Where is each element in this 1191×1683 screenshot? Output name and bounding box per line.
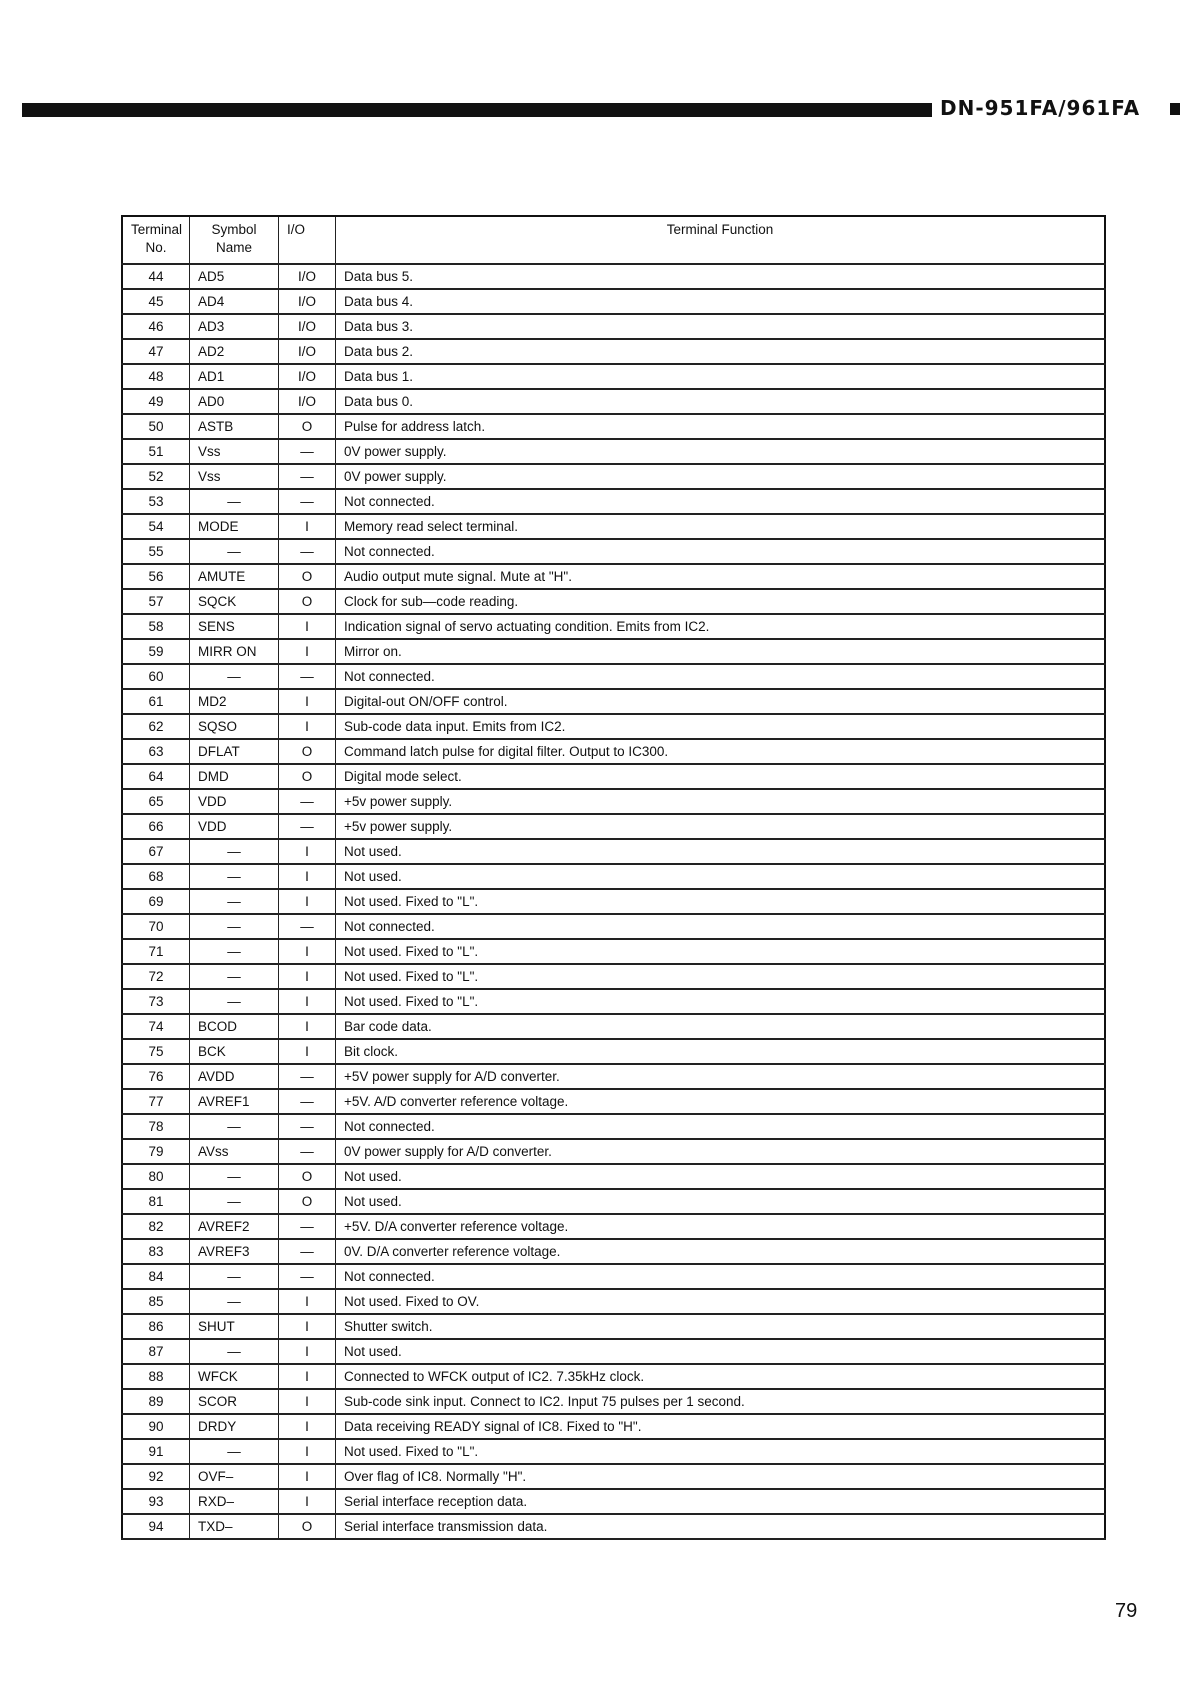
io-cell: — xyxy=(279,914,336,939)
io-cell: I xyxy=(279,864,336,889)
symbol-name-cell: BCK xyxy=(190,1039,279,1064)
table-row xyxy=(122,564,1105,589)
terminal-no-cell: 44 xyxy=(122,264,190,289)
table-row xyxy=(122,1214,1105,1239)
symbol-name-cell: AVREF3 xyxy=(190,1239,279,1264)
table-row xyxy=(122,1489,1105,1514)
terminal-no-cell: 83 xyxy=(122,1239,190,1264)
terminal-no-cell: 65 xyxy=(122,789,190,814)
io-cell: — xyxy=(279,1089,336,1114)
symbol-name-cell: — xyxy=(190,664,279,689)
io-cell: O xyxy=(279,764,336,789)
io-cell: O xyxy=(279,589,336,614)
io-cell: — xyxy=(279,789,336,814)
io-cell: O xyxy=(279,1164,336,1189)
terminal-function-cell: Data bus 5. xyxy=(336,264,1106,289)
terminal-function-cell: +5v power supply. xyxy=(336,789,1106,814)
io-cell: — xyxy=(279,1264,336,1289)
terminal-no-cell: 47 xyxy=(122,339,190,364)
symbol-name-cell: BCOD xyxy=(190,1014,279,1039)
table-row xyxy=(122,1039,1105,1064)
symbol-name-cell: — xyxy=(190,1114,279,1139)
terminal-no-cell: 60 xyxy=(122,664,190,689)
terminal-no-cell: 61 xyxy=(122,689,190,714)
symbol-name-cell: TXD– xyxy=(190,1514,279,1539)
io-cell: O xyxy=(279,739,336,764)
page-number: 79 xyxy=(1115,1600,1138,1622)
terminal-no-cell: 59 xyxy=(122,639,190,664)
symbol-name-cell: ASTB xyxy=(190,414,279,439)
symbol-name-cell: AD3 xyxy=(190,314,279,339)
table-row xyxy=(122,1089,1105,1114)
io-cell: I/O xyxy=(279,264,336,289)
table-row xyxy=(122,264,1105,289)
table-row xyxy=(122,1514,1105,1539)
table-row xyxy=(122,614,1105,639)
terminal-function-cell: Connected to WFCK output of IC2. 7.35kHz clock. xyxy=(336,1364,1106,1389)
io-cell: I xyxy=(279,939,336,964)
symbol-name-cell: DMD xyxy=(190,764,279,789)
terminal-no-cell: 46 xyxy=(122,314,190,339)
header-symbol-line2: Name xyxy=(215,240,252,255)
terminal-function-cell: Data bus 0. xyxy=(336,389,1106,414)
table-row xyxy=(122,1264,1105,1289)
table-row xyxy=(122,539,1105,564)
terminal-no-cell: 87 xyxy=(122,1339,190,1364)
io-cell: I xyxy=(279,689,336,714)
table-row xyxy=(122,589,1105,614)
terminal-no-cell: 52 xyxy=(122,464,190,489)
terminal-function-cell: Over flag of IC8. Normally "H". xyxy=(336,1464,1106,1489)
terminal-function-cell: Not used. Fixed to "L". xyxy=(336,989,1106,1014)
symbol-name-cell: — xyxy=(190,889,279,914)
io-cell: I xyxy=(279,839,336,864)
terminal-function-cell: Not connected. xyxy=(336,1114,1106,1139)
terminal-no-cell: 74 xyxy=(122,1014,190,1039)
table-row xyxy=(122,1414,1105,1439)
table-header-row xyxy=(122,216,1105,264)
terminal-no-cell: 77 xyxy=(122,1089,190,1114)
terminal-function-cell: Not used. Fixed to OV. xyxy=(336,1289,1106,1314)
terminal-function-cell: Audio output mute signal. Mute at "H". xyxy=(336,564,1106,589)
symbol-name-cell: AVDD xyxy=(190,1064,279,1089)
symbol-name-cell: AD4 xyxy=(190,289,279,314)
terminal-no-cell: 64 xyxy=(122,764,190,789)
symbol-name-cell: AMUTE xyxy=(190,564,279,589)
terminal-no-cell: 81 xyxy=(122,1189,190,1214)
terminal-no-cell: 67 xyxy=(122,839,190,864)
io-cell: I/O xyxy=(279,389,336,414)
table-row xyxy=(122,664,1105,689)
terminal-function-table xyxy=(121,215,1106,1540)
symbol-name-cell: Vss xyxy=(190,439,279,464)
io-cell: I xyxy=(279,964,336,989)
table-row xyxy=(122,1364,1105,1389)
io-cell: I xyxy=(279,639,336,664)
symbol-name-cell: AVREF1 xyxy=(190,1089,279,1114)
terminal-function-cell: Not used. xyxy=(336,1339,1106,1364)
terminal-no-cell: 76 xyxy=(122,1064,190,1089)
table-row xyxy=(122,939,1105,964)
terminal-function-cell: +5v power supply. xyxy=(336,814,1106,839)
table-row xyxy=(122,814,1105,839)
io-cell: I xyxy=(279,1364,336,1389)
terminal-function-cell: 0V power supply. xyxy=(336,464,1106,489)
symbol-name-cell: AVREF2 xyxy=(190,1214,279,1239)
header-rule xyxy=(22,103,932,117)
terminal-no-cell: 71 xyxy=(122,939,190,964)
symbol-name-cell: DFLAT xyxy=(190,739,279,764)
terminal-no-cell: 89 xyxy=(122,1389,190,1414)
io-cell: O xyxy=(279,1189,336,1214)
table-row xyxy=(122,689,1105,714)
terminal-no-cell: 79 xyxy=(122,1139,190,1164)
terminal-function-cell: Shutter switch. xyxy=(336,1314,1106,1339)
symbol-name-cell: — xyxy=(190,1339,279,1364)
symbol-name-cell: — xyxy=(190,864,279,889)
terminal-function-cell: Not used. xyxy=(336,839,1106,864)
symbol-name-cell: SENS xyxy=(190,614,279,639)
io-cell: I xyxy=(279,989,336,1014)
table-row xyxy=(122,739,1105,764)
terminal-no-cell: 66 xyxy=(122,814,190,839)
table-row xyxy=(122,1389,1105,1414)
io-cell: I xyxy=(279,1289,336,1314)
model-title: DN-951FA/961FA xyxy=(940,96,1141,120)
symbol-name-cell: DRDY xyxy=(190,1414,279,1439)
header-io: I/O xyxy=(279,216,336,264)
terminal-no-cell: 70 xyxy=(122,914,190,939)
terminal-function-cell: Bit clock. xyxy=(336,1039,1106,1064)
symbol-name-cell: AD5 xyxy=(190,264,279,289)
terminal-function-cell: Indication signal of servo actuating condition. Emits from IC2. xyxy=(336,614,1106,639)
io-cell: I xyxy=(279,1439,336,1464)
terminal-function-cell: Not used. Fixed to "L". xyxy=(336,1439,1106,1464)
symbol-name-cell: — xyxy=(190,914,279,939)
table-row xyxy=(122,1314,1105,1339)
symbol-name-cell: WFCK xyxy=(190,1364,279,1389)
table-row xyxy=(122,1239,1105,1264)
io-cell: — xyxy=(279,1239,336,1264)
symbol-name-cell: AD0 xyxy=(190,389,279,414)
io-cell: I/O xyxy=(279,314,336,339)
terminal-function-cell: 0V power supply. xyxy=(336,439,1106,464)
io-cell: I xyxy=(279,1039,336,1064)
table-row xyxy=(122,839,1105,864)
io-cell: I/O xyxy=(279,339,336,364)
terminal-function-cell: Serial interface transmission data. xyxy=(336,1514,1106,1539)
io-cell: I xyxy=(279,1339,336,1364)
symbol-name-cell: — xyxy=(190,964,279,989)
terminal-function-cell: Not used. xyxy=(336,1164,1106,1189)
io-cell: — xyxy=(279,464,336,489)
io-cell: I xyxy=(279,1464,336,1489)
terminal-function-cell: Command latch pulse for digital filter. Output to IC300. xyxy=(336,739,1106,764)
symbol-name-cell: — xyxy=(190,489,279,514)
symbol-name-cell: — xyxy=(190,939,279,964)
symbol-name-cell: — xyxy=(190,989,279,1014)
table-row xyxy=(122,789,1105,814)
header-square-marker xyxy=(1170,103,1180,115)
table-row xyxy=(122,1189,1105,1214)
terminal-no-cell: 82 xyxy=(122,1214,190,1239)
symbol-name-cell: RXD– xyxy=(190,1489,279,1514)
terminal-no-cell: 45 xyxy=(122,289,190,314)
io-cell: — xyxy=(279,664,336,689)
terminal-no-cell: 49 xyxy=(122,389,190,414)
terminal-function-cell: Data bus 4. xyxy=(336,289,1106,314)
io-cell: I/O xyxy=(279,289,336,314)
terminal-no-cell: 80 xyxy=(122,1164,190,1189)
terminal-no-cell: 51 xyxy=(122,439,190,464)
symbol-name-cell: — xyxy=(190,1164,279,1189)
terminal-no-cell: 57 xyxy=(122,589,190,614)
io-cell: — xyxy=(279,539,336,564)
terminal-no-cell: 78 xyxy=(122,1114,190,1139)
table-row xyxy=(122,989,1105,1014)
terminal-no-cell: 48 xyxy=(122,364,190,389)
terminal-no-cell: 91 xyxy=(122,1439,190,1464)
terminal-function-cell: Not used. xyxy=(336,864,1106,889)
header-terminal-line1: Terminal xyxy=(131,222,183,237)
table-row xyxy=(122,314,1105,339)
table-row xyxy=(122,1339,1105,1364)
table-row xyxy=(122,1289,1105,1314)
io-cell: I xyxy=(279,1414,336,1439)
table-row xyxy=(122,1014,1105,1039)
terminal-function-cell: Data bus 3. xyxy=(336,314,1106,339)
terminal-no-cell: 68 xyxy=(122,864,190,889)
terminal-function-cell: Digital mode select. xyxy=(336,764,1106,789)
terminal-no-cell: 63 xyxy=(122,739,190,764)
io-cell: I xyxy=(279,889,336,914)
io-cell: I xyxy=(279,1314,336,1339)
io-cell: O xyxy=(279,1514,336,1539)
symbol-name-cell: — xyxy=(190,1439,279,1464)
symbol-name-cell: — xyxy=(190,539,279,564)
header-terminal-no xyxy=(122,216,190,264)
terminal-no-cell: 84 xyxy=(122,1264,190,1289)
terminal-no-cell: 93 xyxy=(122,1489,190,1514)
terminal-no-cell: 53 xyxy=(122,489,190,514)
table-row xyxy=(122,389,1105,414)
table-row xyxy=(122,639,1105,664)
terminal-function-cell: Not connected. xyxy=(336,1264,1106,1289)
symbol-name-cell: AD2 xyxy=(190,339,279,364)
io-cell: — xyxy=(279,439,336,464)
terminal-no-cell: 58 xyxy=(122,614,190,639)
symbol-name-cell: VDD xyxy=(190,789,279,814)
terminal-no-cell: 75 xyxy=(122,1039,190,1064)
table-row xyxy=(122,1164,1105,1189)
terminal-no-cell: 90 xyxy=(122,1414,190,1439)
symbol-name-cell: — xyxy=(190,1264,279,1289)
symbol-name-cell: SHUT xyxy=(190,1314,279,1339)
io-cell: — xyxy=(279,1139,336,1164)
terminal-function-cell: Digital-out ON/OFF control. xyxy=(336,689,1106,714)
io-cell: — xyxy=(279,1064,336,1089)
table-row xyxy=(122,414,1105,439)
symbol-name-cell: MODE xyxy=(190,514,279,539)
header-symbol-line1: Symbol xyxy=(211,222,257,237)
table-row xyxy=(122,1064,1105,1089)
terminal-function-cell: +5V. A/D converter reference voltage. xyxy=(336,1089,1106,1114)
io-cell: I xyxy=(279,1489,336,1514)
table-row xyxy=(122,1439,1105,1464)
table-row xyxy=(122,914,1105,939)
io-cell: I xyxy=(279,614,336,639)
table-row xyxy=(122,864,1105,889)
terminal-function-cell: Not used. xyxy=(336,1189,1106,1214)
header-terminal-function: Terminal Function xyxy=(336,216,1106,264)
table-row xyxy=(122,489,1105,514)
table-row xyxy=(122,289,1105,314)
terminal-function-cell: Data bus 2. xyxy=(336,339,1106,364)
table-row xyxy=(122,764,1105,789)
terminal-no-cell: 73 xyxy=(122,989,190,1014)
header-terminal-line2: No. xyxy=(145,240,167,255)
terminal-function-cell: Sub-code data input. Emits from IC2. xyxy=(336,714,1106,739)
terminal-function-cell: Memory read select terminal. xyxy=(336,514,1106,539)
io-cell: — xyxy=(279,489,336,514)
symbol-name-cell: SCOR xyxy=(190,1389,279,1414)
terminal-function-cell: Mirror on. xyxy=(336,639,1106,664)
symbol-name-cell: — xyxy=(190,839,279,864)
terminal-function-cell: Data receiving READY signal of IC8. Fixed to "H". xyxy=(336,1414,1106,1439)
table-row xyxy=(122,1114,1105,1139)
io-cell: I xyxy=(279,1014,336,1039)
terminal-no-cell: 54 xyxy=(122,514,190,539)
terminal-function-cell: Not connected. xyxy=(336,664,1106,689)
symbol-name-cell: MD2 xyxy=(190,689,279,714)
table-body xyxy=(122,264,1105,1539)
table-row xyxy=(122,889,1105,914)
io-cell: I xyxy=(279,714,336,739)
terminal-function-cell: +5V power supply for A/D converter. xyxy=(336,1064,1106,1089)
table-row xyxy=(122,1139,1105,1164)
symbol-name-cell: AVss xyxy=(190,1139,279,1164)
terminal-no-cell: 86 xyxy=(122,1314,190,1339)
terminal-no-cell: 92 xyxy=(122,1464,190,1489)
symbol-name-cell: MIRR ON xyxy=(190,639,279,664)
terminal-function-cell: 0V. D/A converter reference voltage. xyxy=(336,1239,1106,1264)
terminal-function-cell: Not connected. xyxy=(336,539,1106,564)
symbol-name-cell: AD1 xyxy=(190,364,279,389)
terminal-function-cell: Not used. Fixed to "L". xyxy=(336,889,1106,914)
table-row xyxy=(122,364,1105,389)
terminal-no-cell: 62 xyxy=(122,714,190,739)
terminal-no-cell: 94 xyxy=(122,1514,190,1539)
symbol-name-cell: — xyxy=(190,1289,279,1314)
io-cell: O xyxy=(279,414,336,439)
table-row xyxy=(122,1464,1105,1489)
terminal-no-cell: 72 xyxy=(122,964,190,989)
terminal-function-cell: Not used. Fixed to "L". xyxy=(336,964,1106,989)
terminal-function-cell: 0V power supply for A/D converter. xyxy=(336,1139,1106,1164)
symbol-name-cell: VDD xyxy=(190,814,279,839)
symbol-name-cell: OVF– xyxy=(190,1464,279,1489)
table-row xyxy=(122,514,1105,539)
terminal-no-cell: 56 xyxy=(122,564,190,589)
header-symbol-name xyxy=(190,216,279,264)
symbol-name-cell: SQCK xyxy=(190,589,279,614)
table-row xyxy=(122,439,1105,464)
io-cell: — xyxy=(279,814,336,839)
terminal-function-cell: Data bus 1. xyxy=(336,364,1106,389)
terminal-function-cell: Clock for sub—code reading. xyxy=(336,589,1106,614)
io-cell: I/O xyxy=(279,364,336,389)
terminal-function-cell: Pulse for address latch. xyxy=(336,414,1106,439)
symbol-name-cell: SQSO xyxy=(190,714,279,739)
terminal-no-cell: 50 xyxy=(122,414,190,439)
table-row xyxy=(122,964,1105,989)
symbol-name-cell: Vss xyxy=(190,464,279,489)
terminal-function-cell: Not used. Fixed to "L". xyxy=(336,939,1106,964)
terminal-function-cell: Serial interface reception data. xyxy=(336,1489,1106,1514)
io-cell: — xyxy=(279,1214,336,1239)
terminal-function-cell: +5V. D/A converter reference voltage. xyxy=(336,1214,1106,1239)
table-row xyxy=(122,714,1105,739)
table-row xyxy=(122,464,1105,489)
terminal-function-cell: Not connected. xyxy=(336,914,1106,939)
terminal-no-cell: 69 xyxy=(122,889,190,914)
table-row xyxy=(122,339,1105,364)
terminal-no-cell: 88 xyxy=(122,1364,190,1389)
terminal-function-cell: Sub-code sink input. Connect to IC2. Input 75 pulses per 1 second. xyxy=(336,1389,1106,1414)
symbol-name-cell: — xyxy=(190,1189,279,1214)
terminal-no-cell: 85 xyxy=(122,1289,190,1314)
terminal-function-cell: Not connected. xyxy=(336,489,1106,514)
io-cell: O xyxy=(279,564,336,589)
io-cell: — xyxy=(279,1114,336,1139)
terminal-function-cell: Bar code data. xyxy=(336,1014,1106,1039)
io-cell: I xyxy=(279,1389,336,1414)
io-cell: I xyxy=(279,514,336,539)
terminal-no-cell: 55 xyxy=(122,539,190,564)
